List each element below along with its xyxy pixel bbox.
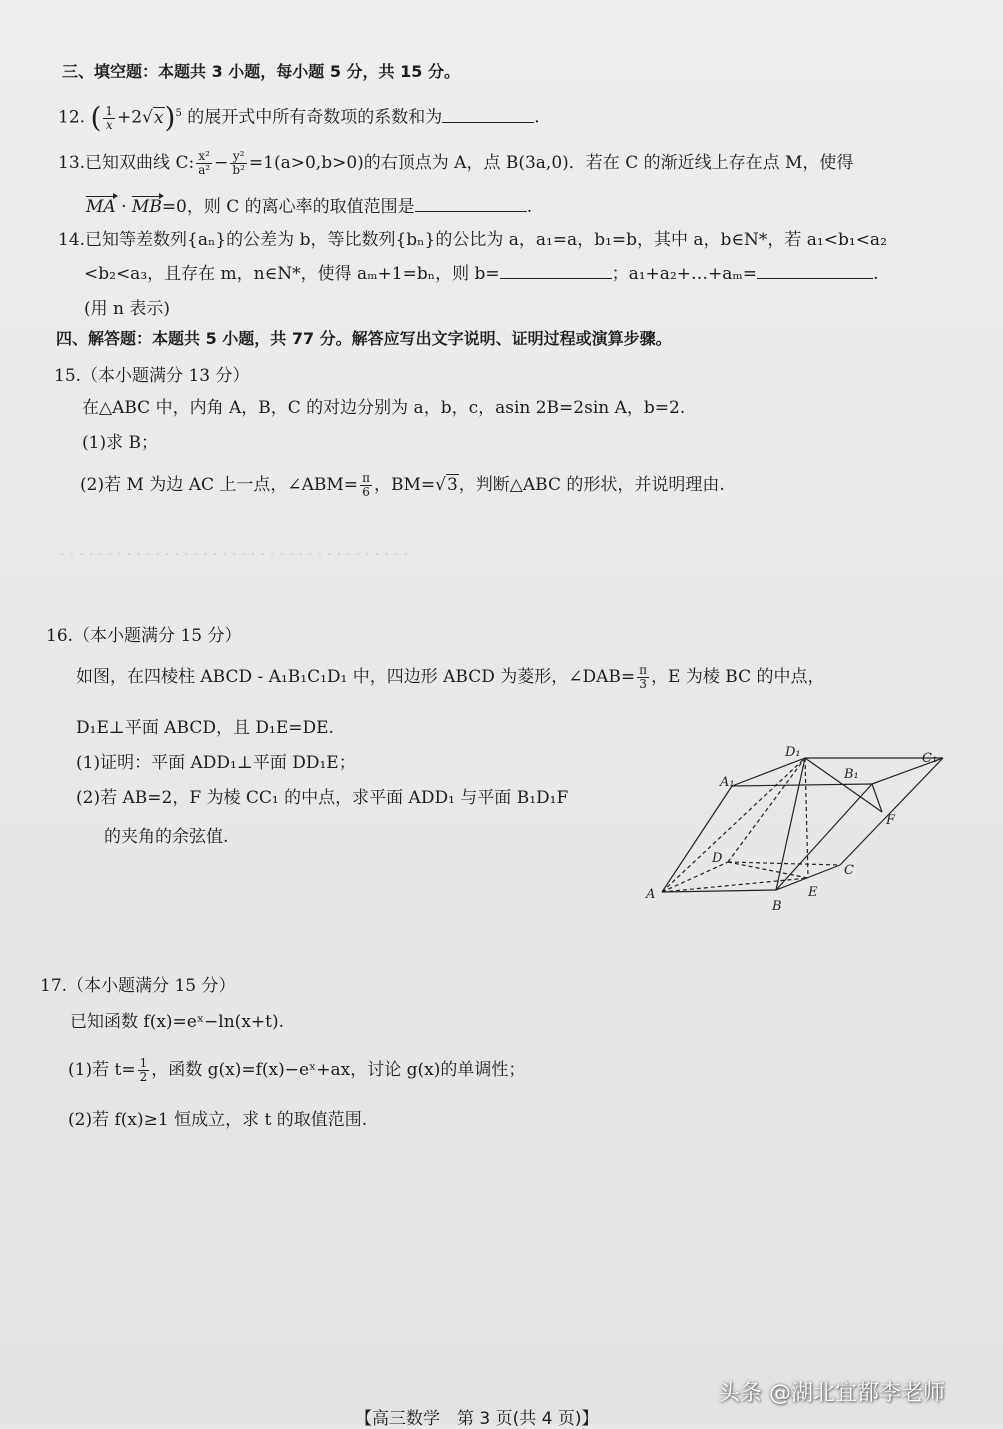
answer-blank[interactable] [415,197,527,212]
edge-DC [728,862,840,865]
q17-part1 [68,1057,525,1084]
q15-p2-text-b: ，BM= [373,475,436,495]
answer-blank[interactable] [442,108,534,123]
vector-MA: MA [86,197,116,217]
exponent: 5 [175,108,182,119]
q17-p1-text-a: (1)若 t= [68,1060,136,1080]
left-paren: ( [90,101,102,135]
period: . [534,107,540,128]
q14-text-c: ；a₁+a₂+…+aₘ= [611,264,758,284]
edge-A1D1 [732,758,805,786]
q13-text-c: =0，则 C 的离心率的取值范围是 [161,197,415,217]
q15-title: 15.（本小题满分 13 分） [54,366,250,386]
q13-text-a: 已知双曲线 C: [85,153,195,173]
q15-part2 [80,472,725,499]
label-B1: B₁ [844,767,859,782]
minus: − [214,153,229,173]
q17-stem: 已知函数 f(x)=eˣ−ln(x+t). [70,1012,285,1032]
label-C1: C₁ [922,751,938,766]
prism-figure [640,740,950,920]
question-13-line1 [58,150,853,177]
label-D: D [712,851,723,866]
q14-text-b: <b₂<a₃，且存在 m，n∈N*，使得 aₘ+1=bₙ，则 b= [84,264,500,284]
q17-p1-text-b: ，函数 g(x)=f(x)−eˣ+ax，讨论 g(x)的单调性； [151,1060,526,1080]
q12-text: 的展开式中所有奇数项的系数和为 [187,107,443,128]
q15-p2-text-c: ，判断△ABC 的形状，并说明理由. [458,475,725,495]
period: . [873,264,879,284]
period: . [526,197,533,217]
plus-two: +2 [117,107,143,128]
question-14-line2 [84,262,878,286]
section3-heading: 三、填空题：本题共 3 小题，每小题 5 分，共 15 分。 [62,62,460,81]
q17-title: 17.（本小题满分 15 分） [40,976,236,996]
bleed-through-text: · · · · · · · · · · · · · · · · · · · · · · · · · · · · · · · · · · · · · [60,545,409,563]
q16-part2: (2)若 AB=2，F 为棱 CC₁ 的中点，求平面 ADD₁ 与平面 B₁D₁F [76,788,569,808]
q13-number: 13. [58,153,86,173]
label-E: E [808,885,818,900]
answer-blank-b[interactable] [500,264,612,279]
answer-blank-sum[interactable] [757,264,873,279]
segment-AE [662,878,808,892]
fraction-pi-6: $\frac{\pi}{6}$ [362,471,370,499]
q14-number: 14. [58,230,86,250]
q16-stem-b: ，E 为棱 BC 的中点， [651,667,825,687]
section4-heading: 四、解答题：本题共 5 小题，共 77 分。解答应写出文字说明、证明过程或演算步骤。 [56,329,672,348]
edge-A1B1 [732,784,872,786]
label-B: B [772,899,782,914]
sqrt-x: √x [142,107,164,128]
q13-text-b: =1(a>0,b>0)的右顶点为 A，点 B(3a,0)．若在 C 的渐近线上存在点 M，使得 [248,153,854,173]
q16-stem-line2: D₁E⊥平面 ABCD，且 D₁E=DE. [76,718,334,738]
q15-part1: (1)求 B； [82,433,158,453]
question-14-line1 [58,228,887,252]
q16-stem-a: 如图，在四棱柱 ABCD - A₁B₁C₁D₁ 中，四边形 ABCD 为菱形，∠DAB= [76,667,636,687]
label-F: F [886,813,896,828]
label-A: A [646,887,656,902]
dot: · [121,197,127,217]
fraction-1-2: $\frac{1}{2}$ [139,1056,148,1084]
q14-text-a: 已知等差数列{aₙ}的公差为 b，等比数列{bₙ}的公比为 a，a₁=a，b₁=b，其中 a，b∈N*，若 a₁<b₁<a₂ [85,230,887,250]
q16-part2-cont: 的夹角的余弦值. [104,827,229,847]
vector-MB: MB [131,197,162,217]
q16-part1: (1)证明：平面 ADD₁⊥平面 DD₁E； [76,753,356,773]
sqrt-3: √3 [435,475,458,495]
q12-number: 12. [58,107,86,128]
right-paren: ) [164,101,176,135]
question-12 [58,101,540,135]
q16-stem-line1 [76,664,825,691]
watermark: 头条 @湖北宜都李老师 [718,1381,945,1406]
question-13-line2 [86,195,532,219]
fraction-x2-a2: $\frac{\text{x²}}{\text{a²}}$ [198,149,211,177]
segment-DE [728,862,808,878]
label-C: C [844,863,854,878]
fraction-y2-b2: $\frac{\text{y²}}{\text{b²}}$ [232,149,245,177]
segment-D1B [776,758,805,890]
q17-part2: (2)若 f(x)≥1 恒成立，求 t 的取值范围. [68,1110,368,1130]
label-A1: A₁ [720,775,735,790]
fraction-pi-3: $\frac{\pi}{3}$ [639,663,648,691]
q16-title: 16.（本小题满分 15 分） [46,626,242,646]
prism-diagram-svg [640,740,950,920]
q15-stem: 在△ABC 中，内角 A，B，C 的对边分别为 a，b，c，asin 2B=2sin A，b=2. [82,398,686,418]
label-D1: D₁ [785,745,801,760]
q15-p2-text-a: (2)若 M 为边 AC 上一点，∠ABM= [80,475,359,495]
page-footer: 【高三数学 第 3 页(共 4 页)】 [355,1409,599,1429]
fraction-1-over-x: $\frac{1}{x}$ [105,103,114,132]
segment-D1E [805,758,808,878]
question-14-line3: (用 n 表示) [84,299,171,319]
